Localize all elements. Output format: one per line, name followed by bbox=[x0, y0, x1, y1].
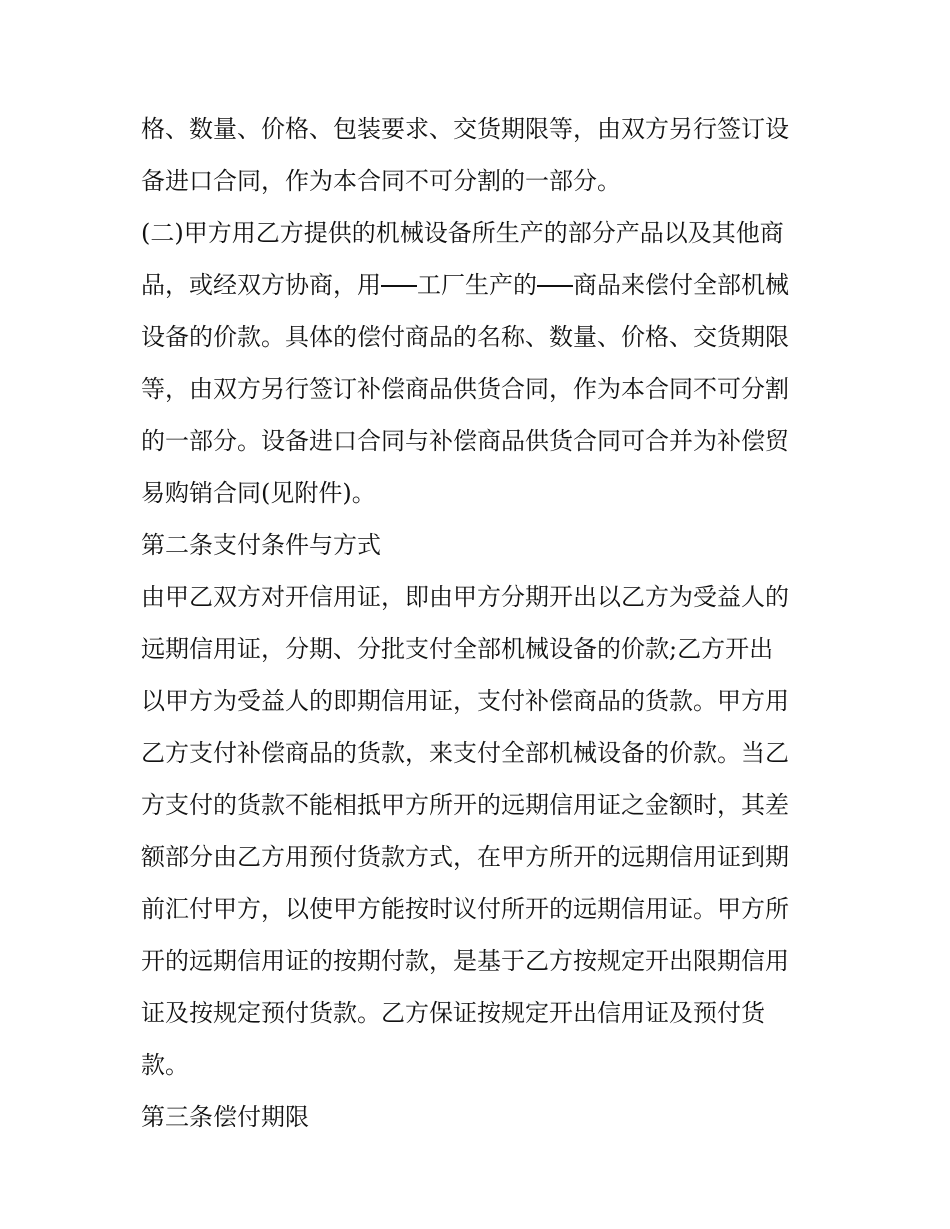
section-heading: 第二条支付条件与方式 bbox=[141, 531, 381, 559]
text-line: 开的远期信用证的按期付款，是基于乙方按规定开出限期信用 bbox=[141, 947, 789, 975]
text-line: 证及按规定预付货款。乙方保证按规定开出信用证及预付货 bbox=[141, 999, 765, 1027]
text-line: 款。 bbox=[141, 1051, 189, 1079]
text-line: 备进口合同，作为本合同不可分割的一部分。 bbox=[141, 167, 621, 195]
text-line: 额部分由乙方用预付货款方式，在甲方所开的远期信用证到期 bbox=[141, 843, 789, 871]
text-segment: 商品来偿付全部机械 bbox=[573, 271, 789, 299]
blank-field bbox=[381, 267, 417, 287]
text-line: 远期信用证，分期、分批支付全部机械设备的价款;乙方开出 bbox=[141, 635, 774, 663]
text-line: 乙方支付补偿商品的货款，来支付全部机械设备的价款。当乙 bbox=[141, 739, 789, 767]
text-line-with-blanks bbox=[141, 259, 821, 311]
text-line: 由甲乙双方对开信用证，即由甲方分期开出以乙方为受益人的 bbox=[141, 583, 789, 611]
text-segment: 品，或经双方协商，用 bbox=[141, 271, 381, 299]
text-line: 前汇付甲方，以使甲方能按时议付所开的远期信用证。甲方所 bbox=[141, 895, 789, 923]
blank-field bbox=[537, 267, 573, 287]
text-line: (二)甲方用乙方提供的机械设备所生产的部分产品以及其他商 bbox=[141, 219, 784, 247]
document-page bbox=[141, 103, 821, 1143]
text-line: 以甲方为受益人的即期信用证，支付补偿商品的货款。甲方用 bbox=[141, 687, 789, 715]
text-line: 设备的价款。具体的偿付商品的名称、数量、价格、交货期限 bbox=[141, 323, 789, 351]
text-segment: 工厂生产的 bbox=[417, 271, 537, 299]
text-line: 格、数量、价格、包装要求、交货期限等，由双方另行签订设 bbox=[141, 115, 789, 143]
text-line: 方支付的货款不能相抵甲方所开的远期信用证之金额时，其差 bbox=[141, 791, 789, 819]
text-line: 的一部分。设备进口合同与补偿商品供货合同可合并为补偿贸 bbox=[141, 427, 789, 455]
section-heading: 第三条偿付期限 bbox=[141, 1103, 309, 1131]
text-line: 等，由双方另行签订补偿商品供货合同，作为本合同不可分割 bbox=[141, 375, 789, 403]
text-line: 易购销合同(见附件)。 bbox=[141, 479, 376, 507]
